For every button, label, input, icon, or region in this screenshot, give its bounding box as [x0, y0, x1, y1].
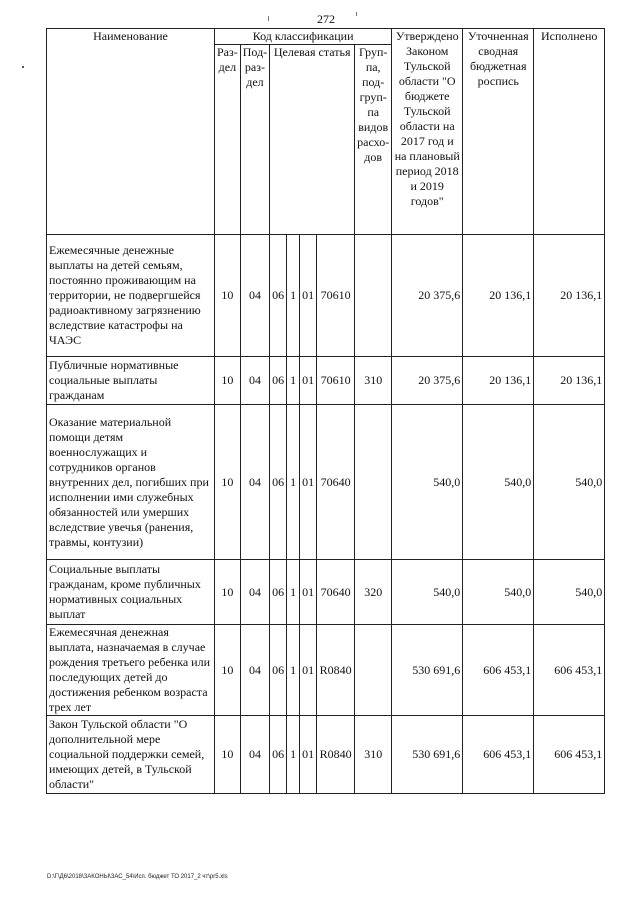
row-code-direction: R0840	[317, 716, 355, 794]
row-code-direction: 70640	[317, 405, 355, 560]
row-approved: 20 375,6	[392, 235, 463, 357]
row-code-subprogram: 1	[287, 560, 300, 625]
row-subsection: 04	[240, 560, 269, 625]
row-code-direction: 70610	[317, 235, 355, 357]
row-code-program: 06	[270, 405, 287, 560]
row-code-subprogram: 1	[287, 405, 300, 560]
row-code-activity: 01	[300, 405, 317, 560]
header-target-article: Целевая статья	[270, 45, 355, 235]
row-code-subprogram: 1	[287, 625, 300, 716]
row-approved: 530 691,6	[392, 625, 463, 716]
row-subsection: 04	[240, 235, 269, 357]
row-code-direction: 70640	[317, 560, 355, 625]
row-name: Социальные выплаты гражданам, кроме публичных нормативных социальных выплат	[47, 560, 215, 625]
row-refined: 20 136,1	[463, 357, 534, 405]
header-executed: Исполнено	[534, 29, 605, 235]
header-subsection: Под- раз- дел	[240, 45, 269, 235]
row-code-subprogram: 1	[287, 357, 300, 405]
row-code-activity: 01	[300, 560, 317, 625]
row-section: 10	[215, 560, 241, 625]
row-refined: 606 453,1	[463, 625, 534, 716]
row-executed: 540,0	[534, 405, 605, 560]
row-name: Публичные нормативные социальные выплаты гражданам	[47, 357, 215, 405]
row-refined: 20 136,1	[463, 235, 534, 357]
row-code-subprogram: 1	[287, 235, 300, 357]
row-name: Ежемесячная денежная выплата, назначаемая в случае рождения третьего ребенка или последующих детей до достижения ребенком возраста трех лет	[47, 625, 215, 716]
table-row	[47, 405, 605, 560]
row-group	[355, 625, 392, 716]
row-group	[355, 405, 392, 560]
row-code-activity: 01	[300, 357, 317, 405]
row-executed: 606 453,1	[534, 625, 605, 716]
row-code-activity: 01	[300, 716, 317, 794]
row-name: Закон Тульской области "О дополнительной мере социальной поддержки семей, имеющих детей, в Тульской области"	[47, 716, 215, 794]
row-approved: 540,0	[392, 405, 463, 560]
header-expense-group: Груп- па, под- груп- па видов расхо- дов	[355, 45, 392, 235]
scan-mark	[22, 66, 24, 68]
row-code-program: 06	[270, 716, 287, 794]
row-group	[355, 235, 392, 357]
row-approved: 540,0	[392, 560, 463, 625]
row-executed: 540,0	[534, 560, 605, 625]
row-refined: 540,0	[463, 405, 534, 560]
row-code-program: 06	[270, 560, 287, 625]
row-refined: 540,0	[463, 560, 534, 625]
row-approved: 530 691,6	[392, 716, 463, 794]
row-section: 10	[215, 625, 241, 716]
row-code-program: 06	[270, 357, 287, 405]
scan-mark	[356, 12, 357, 16]
header-approved: Утверждено Законом Тульской области "О бюджете Тульской области на 2017 год и на плановый период 2018 и 2019 годов"	[392, 29, 463, 235]
row-section: 10	[215, 357, 241, 405]
table-row	[47, 716, 605, 794]
footer-file-path: D:\Г\Д6\2018\ЗАКОНЫ\ЗАС_54\Исп. бюджет ТО 2017_2 чт\pr5.xls	[47, 874, 228, 880]
row-section: 10	[215, 716, 241, 794]
row-section: 10	[215, 405, 241, 560]
row-group: 310	[355, 357, 392, 405]
row-executed: 606 453,1	[534, 716, 605, 794]
row-code-direction: R0840	[317, 625, 355, 716]
row-code-activity: 01	[300, 235, 317, 357]
row-code-activity: 01	[300, 625, 317, 716]
header-section: Раз- дел	[215, 45, 241, 235]
row-approved: 20 375,6	[392, 357, 463, 405]
table-row	[47, 235, 605, 357]
row-executed: 20 136,1	[534, 235, 605, 357]
row-executed: 20 136,1	[534, 357, 605, 405]
row-name: Ежемесячные денежные выплаты на детей семьям, постоянно проживающим на территории, не подвергшейся радиоактивному загрязнению вследствие катастрофы на ЧАЭС	[47, 235, 215, 357]
row-subsection: 04	[240, 625, 269, 716]
row-subsection: 04	[240, 716, 269, 794]
row-group: 310	[355, 716, 392, 794]
table-row	[47, 560, 605, 625]
row-code-program: 06	[270, 235, 287, 357]
row-code-subprogram: 1	[287, 716, 300, 794]
budget-table	[46, 28, 605, 794]
header-name: Наименование	[47, 29, 215, 235]
row-subsection: 04	[240, 357, 269, 405]
header-classification-code: Код классификации	[215, 29, 392, 45]
row-refined: 606 453,1	[463, 716, 534, 794]
table-row	[47, 357, 605, 405]
row-name: Оказание материальной помощи детям военнослужащих и сотрудников органов внутренних дел, погибших при исполнении ими служебных обязанностей или умерших вследствие увечья (ранения, травмы, контузии)	[47, 405, 215, 560]
row-code-direction: 70610	[317, 357, 355, 405]
scan-mark	[268, 16, 269, 21]
row-code-program: 06	[270, 625, 287, 716]
header-row-top	[47, 29, 605, 45]
page-number: 272	[317, 12, 335, 26]
row-section: 10	[215, 235, 241, 357]
header-refined: Уточненная сводная бюджетная роспись	[463, 29, 534, 235]
row-group: 320	[355, 560, 392, 625]
table-row	[47, 625, 605, 716]
row-subsection: 04	[240, 405, 269, 560]
